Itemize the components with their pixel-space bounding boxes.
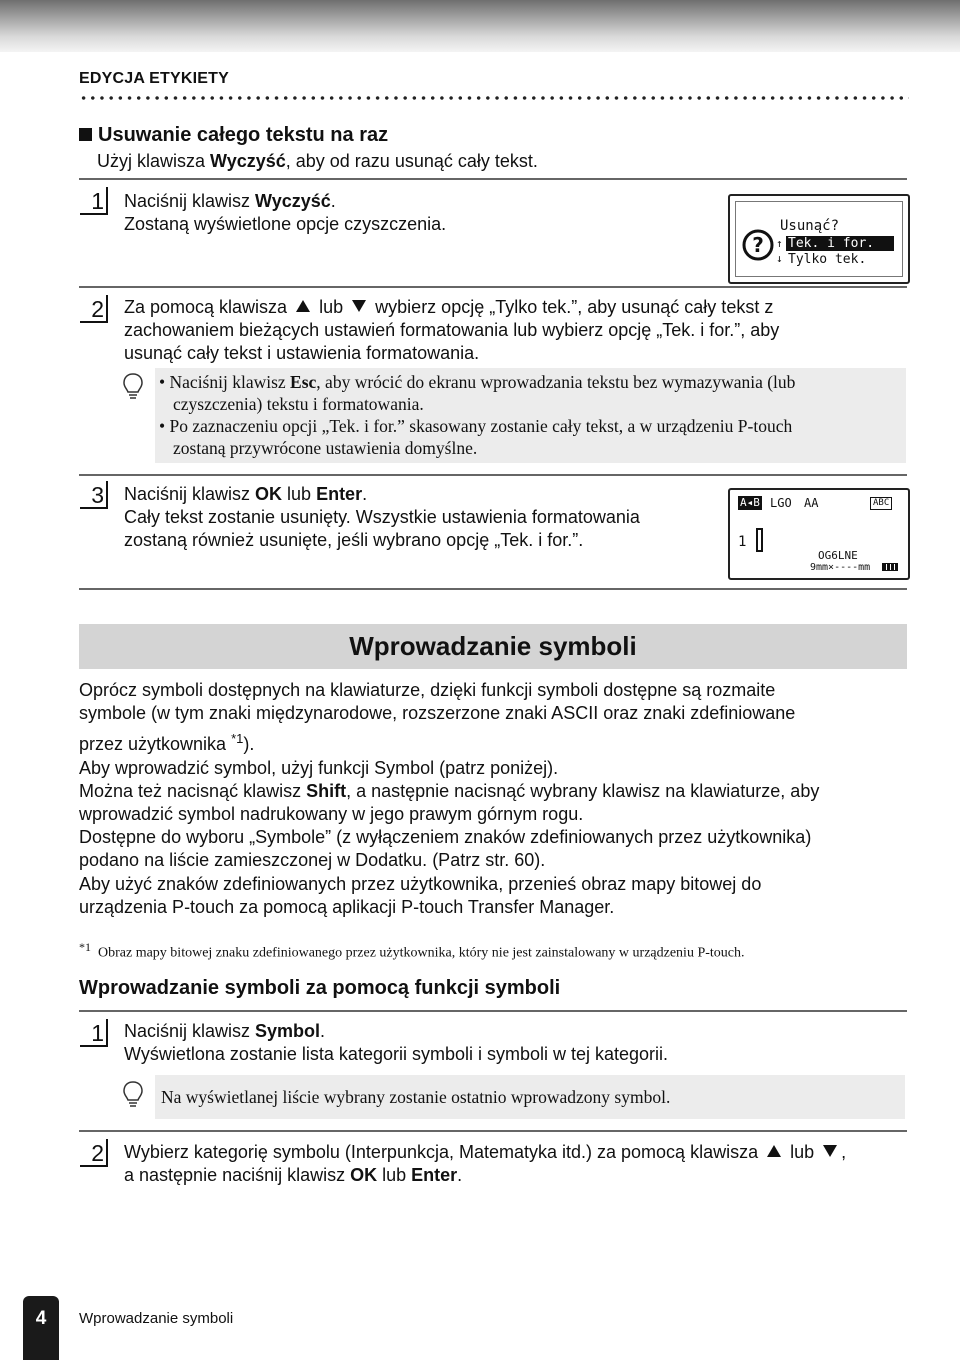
section-banner — [79, 624, 907, 669]
page-header: EDYCJA ETYKIETY — [79, 70, 229, 87]
arrow-up-icon: ↑ — [776, 237, 783, 250]
lcd-abc-indicator: ABC — [870, 497, 892, 510]
step-rule — [79, 1010, 907, 1012]
step2-text: Za pomocą klawisza lub wybierz opcję „Tylko tek.”, aby usunąć cały tekst z zachowaniem bieżących ustawień formatowania lub wybierz opcję „Tek. i for.”, aby usunąć cały tekst i ustawienia formatowania. — [124, 297, 780, 363]
square-bullet-icon — [79, 128, 92, 141]
footer-section-label: Wprowadzanie symboli — [79, 1310, 234, 1327]
lcd-indicator: A◂B — [740, 496, 760, 509]
step-rule — [79, 178, 907, 180]
step-rule — [79, 1130, 907, 1132]
arrow-down-key-icon — [352, 300, 366, 312]
step-rule — [79, 474, 907, 476]
symbol-step2-text: Wybierz kategorię symbolu (Interpunkcja, Matematyka itd.) za pomocą klawisza lub , a następnie naciśnij klawisz OK lub Enter. — [124, 1142, 847, 1185]
banner-title: Wprowadzanie symboli — [349, 631, 637, 661]
lcd-screen-text-entry — [728, 488, 910, 580]
top-gradient-bar — [0, 0, 960, 52]
lightbulb-hint-icon — [122, 372, 144, 402]
step-number: 2 — [80, 1139, 108, 1167]
lcd-option: Tylko tek. — [788, 252, 867, 267]
step3-text: Naciśnij klawisz OK lub Enter. Cały tekst zostanie usunięty. Wszystkie ustawienia formatowania zostaną również usunięte, jeśli wybrano opcję „Tek. i for.”. — [124, 484, 640, 550]
step-number: 1 — [80, 187, 108, 215]
lcd-indicator: LGO — [770, 496, 792, 510]
section-title-symbol-function: Wprowadzanie symboli za pomocą funkcji symboli — [79, 977, 561, 999]
note-box: • Naciśnij klawisz Esc, aby wrócić do ekranu wprowadzania tekstu bez wymazywania (lub czyszczenia) tekstu i formatowania. • Po zaznaczeniu opcji „Tek. i for.” skasowany zostanie cały tekst, a w urządzeniu P-touch zostaną przywrócone ustawienia domyślne. — [155, 368, 906, 463]
section-intro: Użyj klawisza Wyczyść, aby od razu usunąć cały tekst. — [97, 151, 538, 171]
page-number-tab: 4 — [23, 1296, 59, 1360]
step1-text: Naciśnij klawisz Wyczyść. Zostaną wyświetlone opcje czyszczenia. — [124, 191, 447, 234]
step-number: 1 — [80, 1019, 108, 1047]
arrow-down-icon: ↓ — [776, 252, 783, 265]
arrow-down-key-icon — [823, 1145, 837, 1157]
step-number: 2 — [80, 295, 108, 323]
section2-body: Oprócz symboli dostępnych na klawiaturze, dzięki funkcji symboli dostępne są rozmaite symbole (w tym znaki międzynarodowe, rozszerzone znaki ASCII oraz znaki zdefiniowane przez użytkownika $^{*1}$). Aby wprowadzić symbol, użyj funkcji Symbol (patrz poniżej). Można też nacisnąć klawisz Shift, a następnie nacisnąć wybrany klawisz na klawiaturze, aby wprowadzić symbol nadrukowany w jego prawym górnym rogu. Dostępne do wyboru „Symbole” (z wyłączeniem znaków zdefiniowanych przez użytkownika) podano na liście zamieszczonej w Dodatku. (Patrz str. 60). Aby użyć znaków zdefiniowanych przez użytkownika, przenieś obraz mapy bitowej do urządzenia P-touch za pomocą aplikacji P-touch Transfer Manager. — [79, 680, 820, 917]
section-rule — [79, 588, 907, 590]
step-number: 3 — [80, 481, 108, 509]
arrow-up-key-icon — [767, 1145, 781, 1157]
dotted-divider — [79, 95, 909, 101]
question-icon — [741, 228, 775, 262]
cursor-icon — [756, 528, 763, 552]
arrow-up-key-icon — [296, 300, 310, 312]
lcd-indicator: AA — [804, 496, 819, 510]
section-title-clear-all: Usuwanie całego tekstu na raz — [79, 124, 388, 147]
note-box: Na wyświetlanej liście wybrany zostanie ostatnio wprowadzony symbol. — [155, 1075, 905, 1119]
lcd-option-selected: Tek. i for. — [786, 236, 894, 251]
battery-icon — [882, 563, 898, 571]
lcd-question: Usunąć? — [780, 218, 840, 234]
svg-text:?: ? — [752, 233, 764, 257]
lcd-screen-clear-options — [728, 194, 910, 284]
lcd-format: OG6LNE — [818, 549, 858, 562]
step-rule — [79, 286, 907, 288]
footnote: $^{*1}$ Obraz mapy bitowej znaku zdefiniowanego przez użytkownika, który nie jest zainstalowany w urządzeniu P-touch. — [79, 940, 745, 961]
lightbulb-hint-icon — [122, 1080, 144, 1110]
lcd-length: 9mm×----mm — [810, 562, 871, 573]
symbol-step1-text: Naciśnij klawisz Symbol. Wyświetlona zostanie lista kategorii symboli i symboli w tej kategorii. — [124, 1021, 669, 1064]
lcd-line-number: 1 — [738, 534, 747, 550]
